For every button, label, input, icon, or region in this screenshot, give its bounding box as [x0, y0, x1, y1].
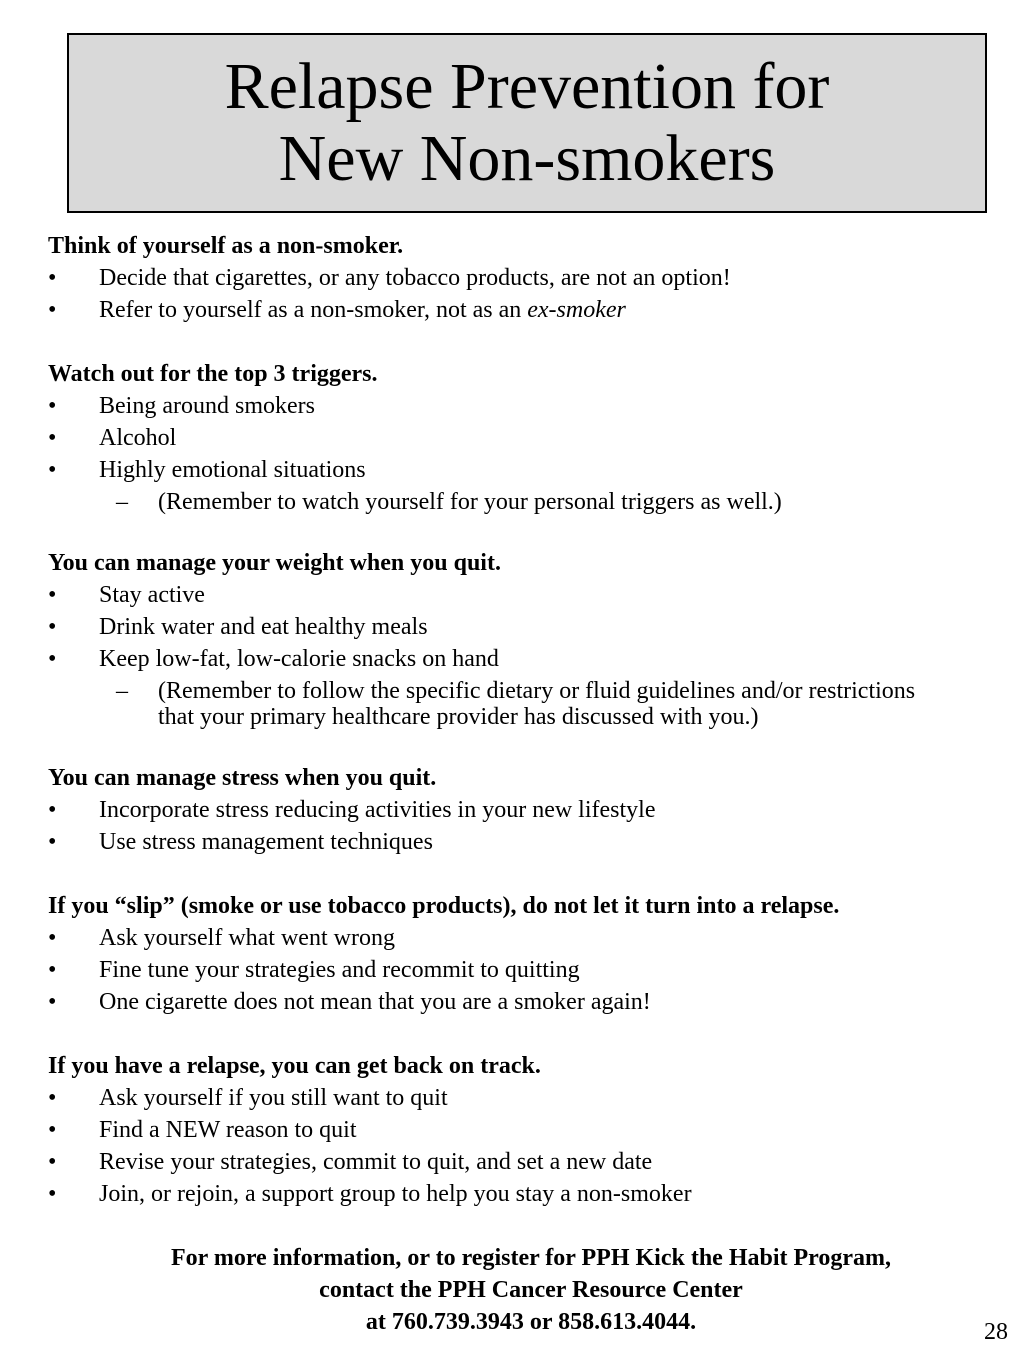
- section-heading: If you have a relapse, you can get back on track.: [48, 1053, 541, 1079]
- list-item: [48, 826, 1008, 858]
- list-item: [48, 1178, 1008, 1210]
- list-item-text: Use stress management techniques: [99, 829, 433, 855]
- sub-list-item: [48, 678, 1008, 730]
- sub-list-item-line-2: that your primary healthcare provider has discussed with you.): [158, 704, 759, 730]
- list-item-text: Fine tune your strategies and recommit to quitting: [99, 957, 580, 983]
- bullet-icon: •: [48, 1181, 57, 1207]
- list-item-text: Find a NEW reason to quit: [99, 1117, 357, 1143]
- section-slip: [48, 890, 1008, 1018]
- page-title-line-2: New Non-smokers: [278, 122, 776, 195]
- list-item: [48, 611, 1008, 643]
- list-item-text: Ask yourself if you still want to quit: [99, 1085, 448, 1111]
- bullet-icon: •: [48, 457, 57, 483]
- section-heading: If you “slip” (smoke or use tobacco products), do not let it turn into a relapse.: [48, 893, 840, 919]
- section-weight: [48, 547, 1008, 730]
- list-item: [48, 294, 1008, 326]
- bullet-icon: •: [48, 393, 57, 419]
- bullet-icon: •: [48, 1117, 57, 1143]
- list-item: [48, 390, 1008, 422]
- bullet-icon: •: [48, 957, 57, 983]
- section-heading: Think of yourself as a non-smoker.: [48, 233, 404, 259]
- footer-line-3: at 760.739.3943 or 858.613.4044.: [365, 1309, 697, 1335]
- list-item: [48, 1114, 1008, 1146]
- list-item: [48, 454, 1008, 486]
- list-item-text: Being around smokers: [99, 393, 315, 419]
- list-item-text: One cigarette does not mean that you are a smoker again!: [99, 989, 651, 1015]
- page-number: 28: [984, 1319, 1008, 1345]
- list-item-text: Keep low-fat, low-calorie snacks on hand: [99, 646, 499, 672]
- title-box: [67, 33, 987, 213]
- bullet-icon: •: [48, 1085, 57, 1111]
- dash-icon: –: [116, 678, 128, 704]
- footer-line-1: For more information, or to register for PPH Kick the Habit Program,: [170, 1245, 892, 1271]
- sub-list-item: [48, 489, 1008, 515]
- section-heading: Watch out for the top 3 triggers.: [48, 361, 378, 387]
- list-item-text-plain: Refer to yourself as a non-smoker, not as an: [99, 297, 528, 323]
- list-item: [48, 986, 1008, 1018]
- footer-line-2: contact the PPH Cancer Resource Center: [319, 1277, 743, 1303]
- list-item: [48, 1146, 1008, 1178]
- bullet-icon: •: [48, 925, 57, 951]
- bullet-icon: •: [48, 425, 57, 451]
- list-item-text: [99, 294, 626, 326]
- list-item: [48, 794, 1008, 826]
- bullet-icon: •: [48, 646, 57, 672]
- list-item-text: Alcohol: [99, 425, 177, 451]
- bullet-icon: •: [48, 989, 57, 1015]
- bullet-icon: •: [48, 829, 57, 855]
- section-stress: [48, 762, 1008, 858]
- list-item-text: Ask yourself what went wrong: [99, 925, 395, 951]
- section-non-smoker-identity: [48, 230, 1008, 326]
- section-heading: You can manage stress when you quit.: [48, 765, 437, 791]
- list-item: [48, 922, 1008, 954]
- list-item-text: Highly emotional situations: [99, 457, 366, 483]
- list-item-text: Incorporate stress reducing activities in your new lifestyle: [99, 797, 656, 823]
- bullet-icon: •: [48, 614, 57, 640]
- sub-list-item-line-1: (Remember to follow the specific dietary or fluid guidelines and/or restrictions: [158, 678, 916, 704]
- list-item-text: Stay active: [99, 582, 205, 608]
- bullet-icon: •: [48, 265, 57, 291]
- list-item-text: Join, or rejoin, a support group to help you stay a non-smoker: [99, 1181, 692, 1207]
- contact-footer: [0, 1242, 1024, 1338]
- sub-list-item-text: [158, 678, 915, 730]
- list-item-text-italic: ex-smoker: [527, 297, 626, 323]
- bullet-icon: •: [48, 297, 57, 323]
- document-body: [48, 230, 1008, 1242]
- dash-icon: –: [116, 489, 128, 515]
- sub-list-item-text: (Remember to watch yourself for your personal triggers as well.): [158, 489, 782, 515]
- bullet-icon: •: [48, 582, 57, 608]
- list-item: [48, 579, 1008, 611]
- section-relapse: [48, 1050, 1008, 1210]
- section-heading: You can manage your weight when you quit.: [48, 550, 501, 576]
- list-item-text: Revise your strategies, commit to quit, and set a new date: [99, 1149, 653, 1175]
- list-item: [48, 643, 1008, 675]
- bullet-icon: •: [48, 1149, 57, 1175]
- list-item: [48, 1082, 1008, 1114]
- list-item-text: Decide that cigarettes, or any tobacco products, are not an option!: [99, 265, 731, 291]
- bullet-icon: •: [48, 797, 57, 823]
- list-item-text: Drink water and eat healthy meals: [99, 614, 428, 640]
- list-item: [48, 262, 1008, 294]
- list-item: [48, 422, 1008, 454]
- list-item: [48, 954, 1008, 986]
- section-triggers: [48, 358, 1008, 515]
- page-title-line-1: Relapse Prevention for: [224, 50, 830, 123]
